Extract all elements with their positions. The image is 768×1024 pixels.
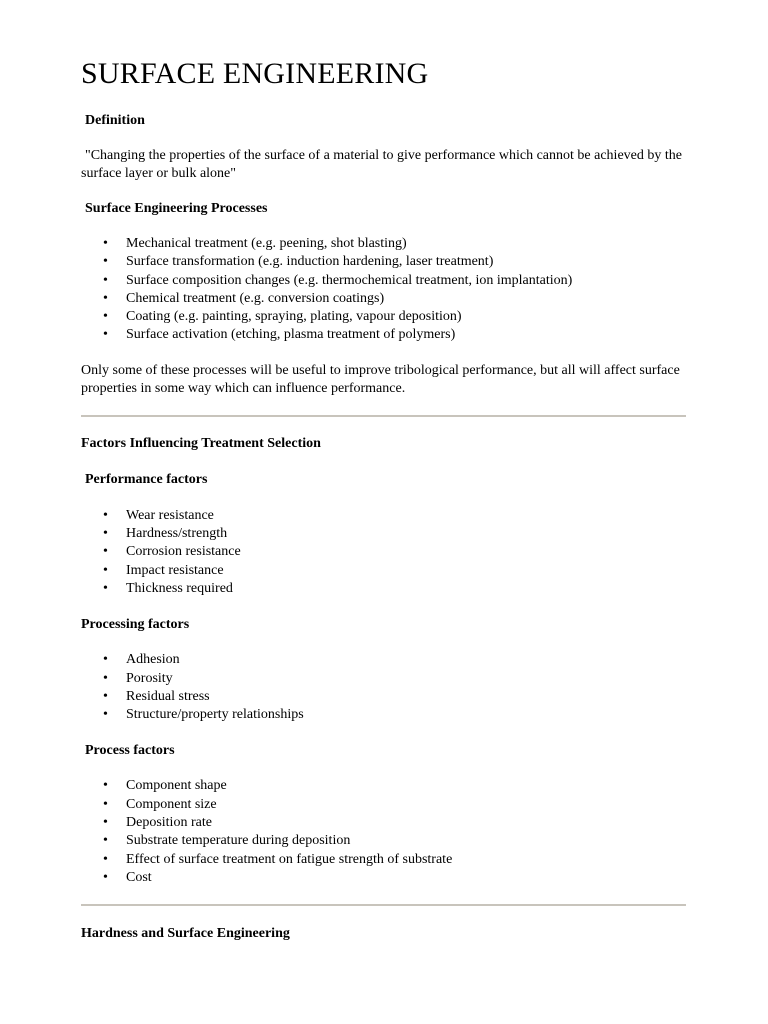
processing-factors-heading: Processing factors bbox=[81, 617, 190, 633]
factors-heading: Factors Influencing Treatment Selection bbox=[81, 435, 321, 451]
list-item: • Hardness/strength bbox=[126, 525, 686, 543]
list-item: • Thickness required bbox=[126, 580, 686, 598]
hardness-heading: Hardness and Surface Engineering bbox=[81, 926, 290, 942]
list-item: • Corrosion resistance bbox=[126, 543, 686, 561]
definition-heading: Definition bbox=[85, 113, 145, 128]
process-factors-heading: Process factors bbox=[85, 743, 175, 759]
list-item: • Porosity bbox=[126, 670, 686, 688]
list-item: • Component shape bbox=[126, 777, 686, 795]
page-title: SURFACE ENGINEERING bbox=[81, 57, 429, 90]
list-item: • Residual stress bbox=[126, 688, 686, 706]
performance-factors-list bbox=[81, 507, 686, 598]
list-item: • Cost bbox=[126, 869, 686, 887]
list-item: • Substrate temperature during deposition bbox=[126, 832, 686, 850]
list-item: • Effect of surface treatment on fatigue strength of substrate bbox=[126, 851, 686, 869]
list-item: • Deposition rate bbox=[126, 814, 686, 832]
list-item: • Component size bbox=[126, 796, 686, 814]
list-item: • Mechanical treatment (e.g. peening, shot blasting) bbox=[126, 235, 686, 253]
definition-text: "Changing the properties of the surface of a material to give performance which cannot be achieved by the surface layer or bulk alone" bbox=[81, 148, 682, 181]
list-item: • Adhesion bbox=[126, 651, 686, 669]
list-item: • Structure/property relationships bbox=[126, 706, 686, 724]
list-item: • Surface transformation (e.g. induction hardening, laser treatment) bbox=[126, 253, 686, 271]
processes-heading: Surface Engineering Processes bbox=[85, 201, 268, 216]
processing-factors-list bbox=[81, 651, 686, 724]
list-item: • Impact resistance bbox=[126, 562, 686, 580]
list-item: • Surface activation (etching, plasma treatment of polymers) bbox=[126, 326, 686, 344]
list-item: • Coating (e.g. painting, spraying, plating, vapour deposition) bbox=[126, 308, 686, 326]
list-item: • Chemical treatment (e.g. conversion coatings) bbox=[126, 290, 686, 308]
list-item: • Wear resistance bbox=[126, 507, 686, 525]
process-factors-list bbox=[81, 777, 686, 887]
processes-list bbox=[81, 235, 686, 345]
performance-factors-heading: Performance factors bbox=[85, 471, 208, 487]
processes-note: Only some of these processes will be useful to improve tribological performance, but all will affect surface properties in some way which can influence performance. bbox=[81, 362, 680, 396]
list-item: • Surface composition changes (e.g. thermochemical treatment, ion implantation) bbox=[126, 272, 686, 290]
